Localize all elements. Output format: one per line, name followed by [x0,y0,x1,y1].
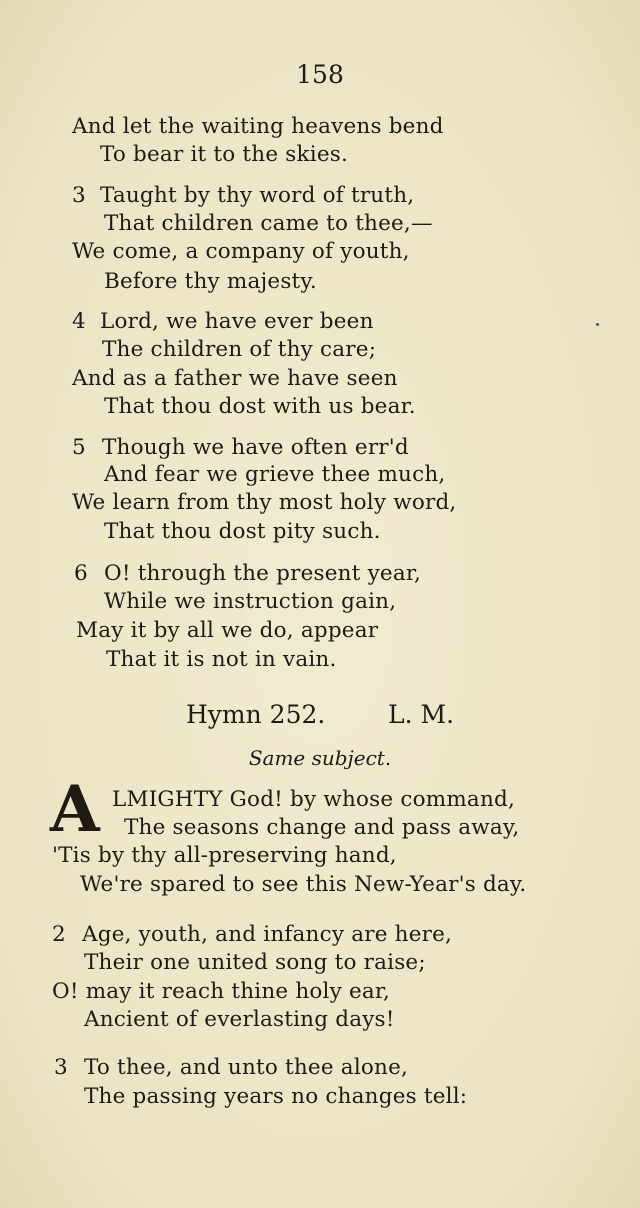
stanza-number: 5 [72,435,86,460]
verse-line: That it is not in vain. [106,647,337,672]
verse-line: Their one united song to raise; [84,950,426,975]
verse-line: The children of thy care; [102,337,377,362]
verse-line: May it by all we do, appear [76,618,379,643]
verse-line: We come, a company of youth, [72,239,410,264]
verse-line: That thou dost with us bear. [104,394,416,419]
stanza-number: 3 [72,183,86,208]
print-speck [596,323,599,326]
verse-line: And let the waiting heavens bend [72,114,444,139]
drop-cap: A [50,772,100,847]
verse-line: To bear it to the skies. [100,142,349,167]
stanza-number: 6 [74,561,88,586]
stanza-number: 4 [72,309,86,334]
verse-line: And as a father we have seen [72,366,398,391]
verse-line: To thee, and unto thee alone, [84,1055,409,1080]
verse-line: Ancient of everlasting days! [84,1007,395,1032]
stanza-number: 3 [54,1055,68,1080]
verse-line: We learn from thy most holy word, [72,490,457,515]
verse-line: That thou dost pity such. [104,519,381,544]
verse-line: The seasons change and pass away, [124,815,520,840]
hymn-title: Hymn 252. [186,700,326,729]
verse-line: That children came to thee,— [104,211,433,236]
verse-line: Before thy majesty. [104,269,317,294]
verse-line: Age, youth, and infancy are here, [82,922,453,947]
hymn-subtitle: Same subject. [248,746,392,770]
stanza-number: 2 [52,922,66,947]
verse-line: Though we have often err'd [102,435,409,460]
verse-line: We're spared to see this New-Year's day. [80,872,527,897]
verse-line: The passing years no changes tell: [84,1084,468,1109]
verse-line: Lord, we have ever been [100,309,374,334]
verse-line: Taught by thy word of truth, [100,183,415,208]
verse-line: LMIGHTY God! by whose command, [112,787,515,812]
verse-line: O! may it reach thine holy ear, [52,979,391,1004]
verse-line: O! through the present year, [104,561,422,586]
verse-line: While we instruction gain, [104,589,397,614]
hymn-meter: L. M. [388,700,455,729]
verse-line: 'Tis by thy all-preserving hand, [52,843,397,868]
verse-line: And fear we grieve thee much, [104,462,446,487]
page-number: 158 [296,60,344,89]
